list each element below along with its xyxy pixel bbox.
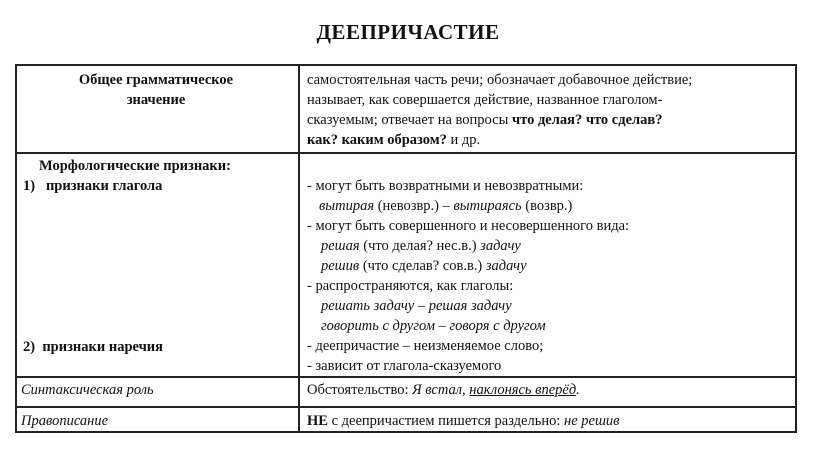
verb-features-label: 1) признаки глагола <box>23 178 163 194</box>
row-divider-3 <box>17 406 795 408</box>
syntax-label: Синтаксическая роль <box>21 382 154 398</box>
row-divider-1 <box>17 152 795 154</box>
adverb-features-label: 2) признаки наречия <box>23 339 163 355</box>
meaning-text: самостоятельная часть речи; обозначает добавочное действие; называет, как совершается действие, названное глаголом- сказуемым; отвечает на вопросы что делая? что сделав? как? каким образом? и др. <box>307 72 693 148</box>
spelling-text: НЕ с деепричастием пишется раздельно: не решив <box>307 413 620 429</box>
syntax-text: Обстоятельство: Я встал, наклонясь вперёд. <box>307 382 580 398</box>
page-title: ДЕЕПРИЧАСТИЕ <box>316 20 500 44</box>
morph-features-text: - могут быть возвратными и невозвратными: вытирая (невозвр.) – вытираясь (возвр.) - могут быть совершенного и несовершенного вида: решая (что делая? нес.в.) задачу решив (что сделав? сов.в.) задачу - распространяются, как глаголы: решать задачу – решая задачу говорить с другом – говоря с другом - деепричастие – неизменяемое слово; - зависит от глагола-сказуемого <box>307 178 630 374</box>
spelling-label: Правописание <box>21 413 109 429</box>
morph-heading: Морфологические признаки: <box>39 158 231 174</box>
row-divider-2 <box>17 376 795 378</box>
grammar-table <box>15 64 797 433</box>
meaning-label: Общее грамматическое значение <box>78 72 234 108</box>
